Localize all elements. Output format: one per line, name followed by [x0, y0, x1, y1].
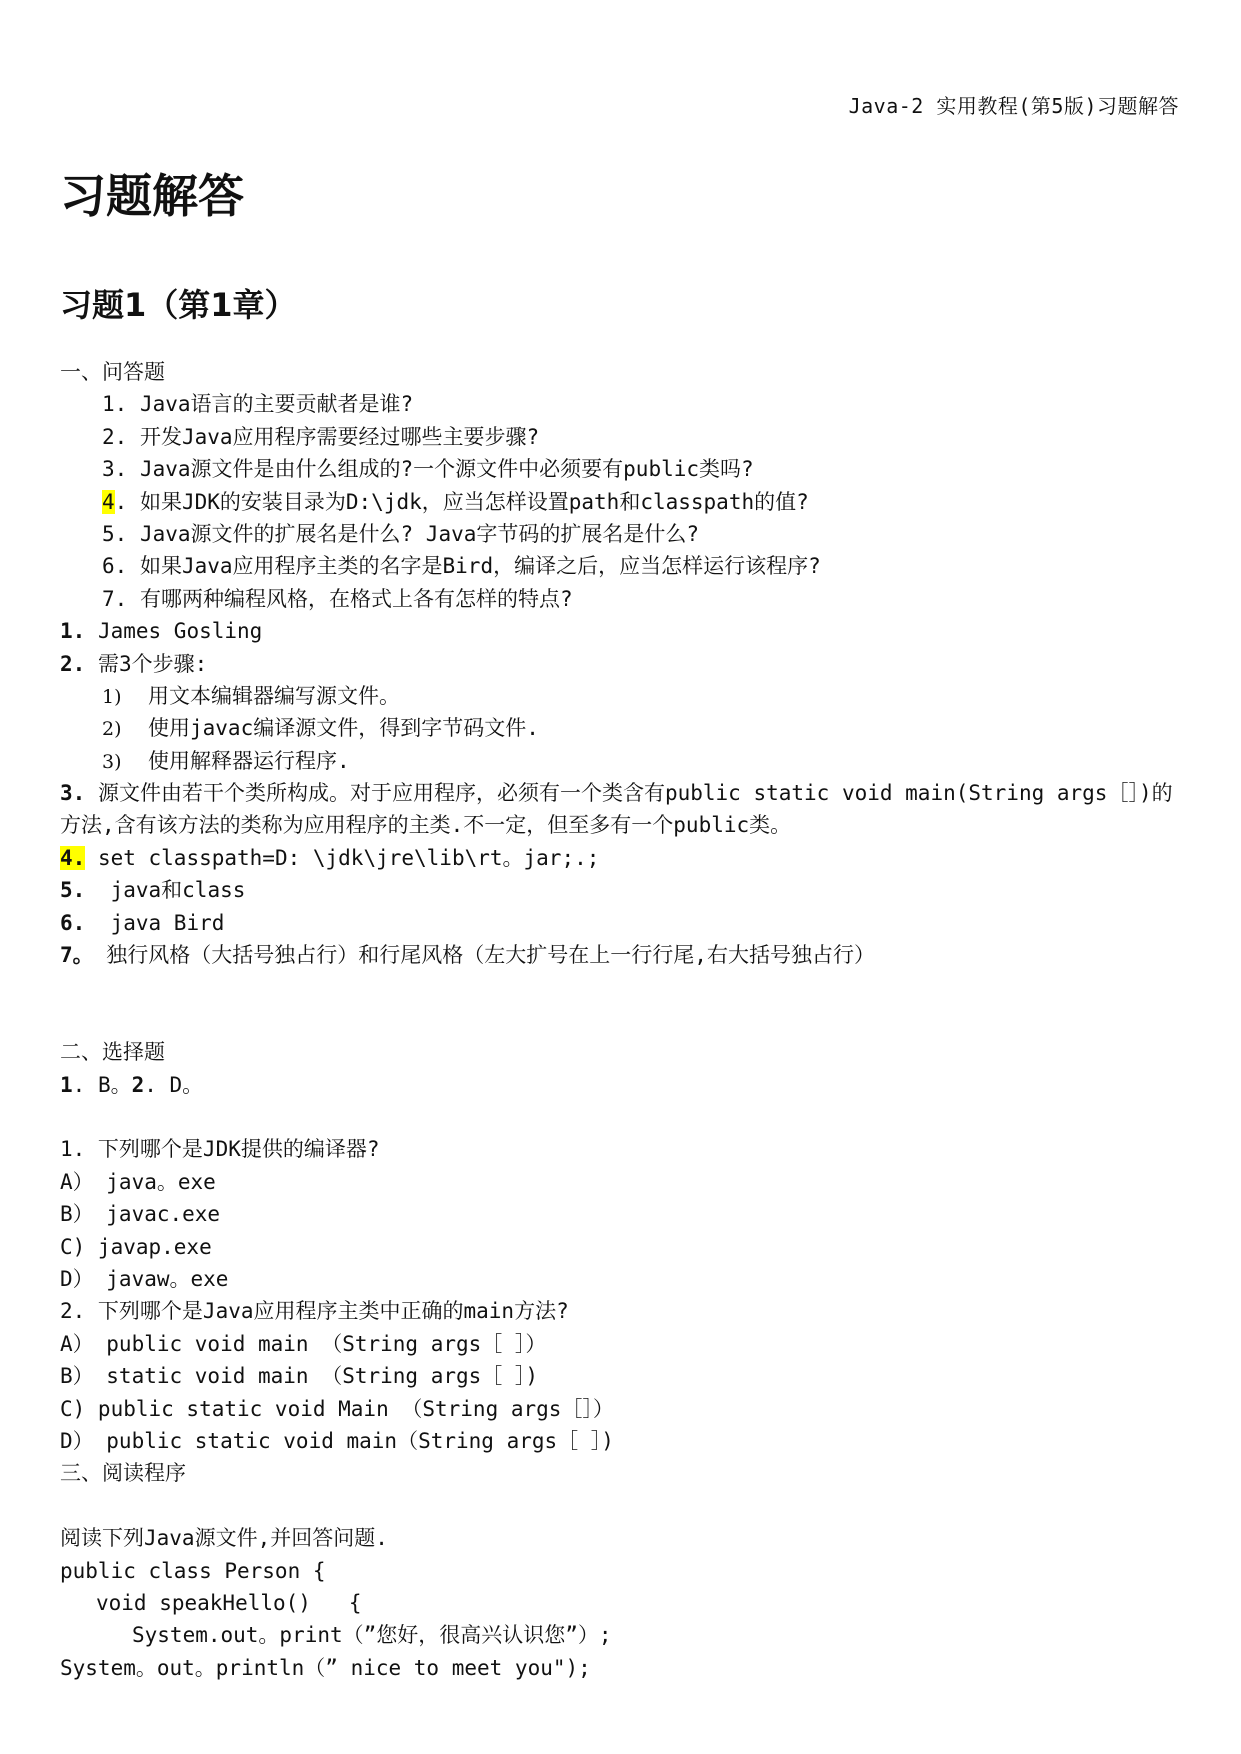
answer-text: 需3个步骤:	[85, 651, 208, 676]
choice-option: A） java。exe	[60, 1169, 216, 1194]
choice-option: D） public static void main（String args［ ］)	[60, 1428, 614, 1453]
question-text: Java语言的主要贡献者是谁?	[139, 392, 414, 417]
question-item	[60, 388, 1190, 420]
choice-option: C) public static void Main （String args［］）	[60, 1396, 614, 1421]
spacer	[60, 971, 1190, 1036]
answer-number: 3.	[60, 781, 86, 806]
question-number-dot: .	[114, 489, 128, 514]
question-item	[60, 421, 1190, 453]
answer-text: 独行风格（大括号独占行）和行尾风格（左大扩号在上一行行尾,右大括号独占行）	[93, 943, 875, 968]
question-text: 开发Java应用程序需要经过哪些主要步骤?	[139, 424, 540, 449]
question-number: 2.	[102, 424, 128, 449]
answer-number-highlighted: 4.	[60, 845, 86, 870]
question-number: 6.	[102, 554, 128, 579]
chapter-title: 习题1（第1章）	[60, 286, 297, 324]
choice-option: C) javap.exe	[60, 1234, 212, 1259]
reading-intro: 阅读下列Java源文件,并回答问题.	[60, 1526, 388, 1551]
question-item	[60, 550, 1190, 582]
answer-item	[60, 939, 1190, 971]
document-title: 习题解答	[60, 169, 244, 223]
answer-text: set classpath=D: \jdk\jre\lib\rt。jar;.;	[85, 845, 600, 870]
code-line: System.out。print（”您好，很高兴认识您”）;	[132, 1623, 612, 1648]
answer-number: 1.	[60, 619, 86, 644]
spacer	[60, 1490, 1190, 1522]
step-number: 3)	[102, 750, 122, 773]
code-line: System。out。println（” nice to meet you");	[60, 1655, 591, 1680]
step-number: 2)	[102, 718, 122, 741]
section-heading-qa: 一、问答题	[60, 360, 165, 384]
answer-step	[60, 745, 1190, 777]
document-body	[60, 356, 1190, 1684]
code-line: void speakHello() {	[96, 1590, 362, 1615]
question-text: 如果Java应用程序主类的名字是Bird，编译之后，应当怎样运行该程序?	[139, 554, 821, 579]
answer-item	[60, 777, 1190, 842]
choice-option: D） javaw。exe	[60, 1266, 229, 1291]
answer-number: 2	[131, 1072, 145, 1097]
answer-number: 1	[60, 1072, 73, 1097]
section-heading-choice: 二、选择题	[60, 1040, 165, 1065]
answer-item	[60, 842, 1190, 874]
question-item	[60, 453, 1190, 485]
question-number: 5.	[102, 521, 128, 546]
step-number: 1)	[102, 685, 122, 708]
answer-item	[60, 907, 1190, 939]
answer-step	[60, 712, 1190, 744]
answer-text: 源文件由若干个类所构成。对于应用程序，必须有一个类含有public static void main(String args［］)的方法,含有该方法的类称为应用程序的主类.不一定，但至多有一个public类。	[60, 781, 1173, 838]
question-text: Java源文件的扩展名是什么? Java字节码的扩展名是什么?	[139, 521, 700, 546]
answer-item	[60, 874, 1190, 906]
step-text: 用文本编辑器编写源文件。	[148, 683, 400, 708]
step-text: 使用解释器运行程序.	[148, 748, 350, 773]
question-item	[60, 583, 1190, 615]
question-number-highlighted: 4	[102, 489, 115, 514]
answer-number: 2.	[60, 651, 86, 676]
step-text: 使用javac编译源文件，得到字节码文件.	[148, 716, 539, 741]
question-number: 3.	[102, 457, 128, 482]
question-text: Java源文件是由什么组成的?一个源文件中必须要有public类吗?	[139, 457, 754, 482]
code-line: public class Person {	[60, 1558, 326, 1583]
question-text: 有哪两种编程风格，在格式上各有怎样的特点?	[139, 586, 573, 611]
answer-text: James Gosling	[85, 619, 263, 644]
answer-number: 7。	[60, 943, 94, 968]
running-header: Java-2 实用教程(第5版)习题解答	[848, 94, 1179, 118]
answer-text: java Bird	[85, 910, 225, 935]
choice-option: B） static void main （String args［ ］)	[60, 1364, 539, 1389]
answer-text: java和class	[85, 878, 246, 903]
answer-text: . B。	[72, 1072, 132, 1097]
answer-number: 6.	[60, 910, 86, 935]
choice-option: A） public void main （String args［ ］）	[60, 1331, 547, 1356]
answer-item	[60, 648, 1190, 680]
choice-answers	[60, 1069, 1190, 1101]
section-heading-reading: 三、阅读程序	[60, 1461, 186, 1486]
answer-text: . D。	[144, 1072, 204, 1097]
question-item	[60, 486, 1190, 518]
choice-question: 2. 下列哪个是Java应用程序主类中正确的main方法?	[60, 1299, 569, 1324]
question-text: 如果JDK的安装目录为D:\jdk，应当怎样设置path和classpath的值?	[139, 489, 809, 514]
question-item	[60, 518, 1190, 550]
choice-option: B） javac.exe	[60, 1202, 221, 1227]
question-number: 1.	[102, 392, 128, 417]
answer-number: 5.	[60, 878, 86, 903]
choice-question: 1. 下列哪个是JDK提供的编译器?	[60, 1137, 380, 1162]
spacer	[60, 1101, 1190, 1133]
answer-item	[60, 615, 1190, 647]
question-number: 7.	[102, 586, 128, 611]
answer-step	[60, 680, 1190, 712]
